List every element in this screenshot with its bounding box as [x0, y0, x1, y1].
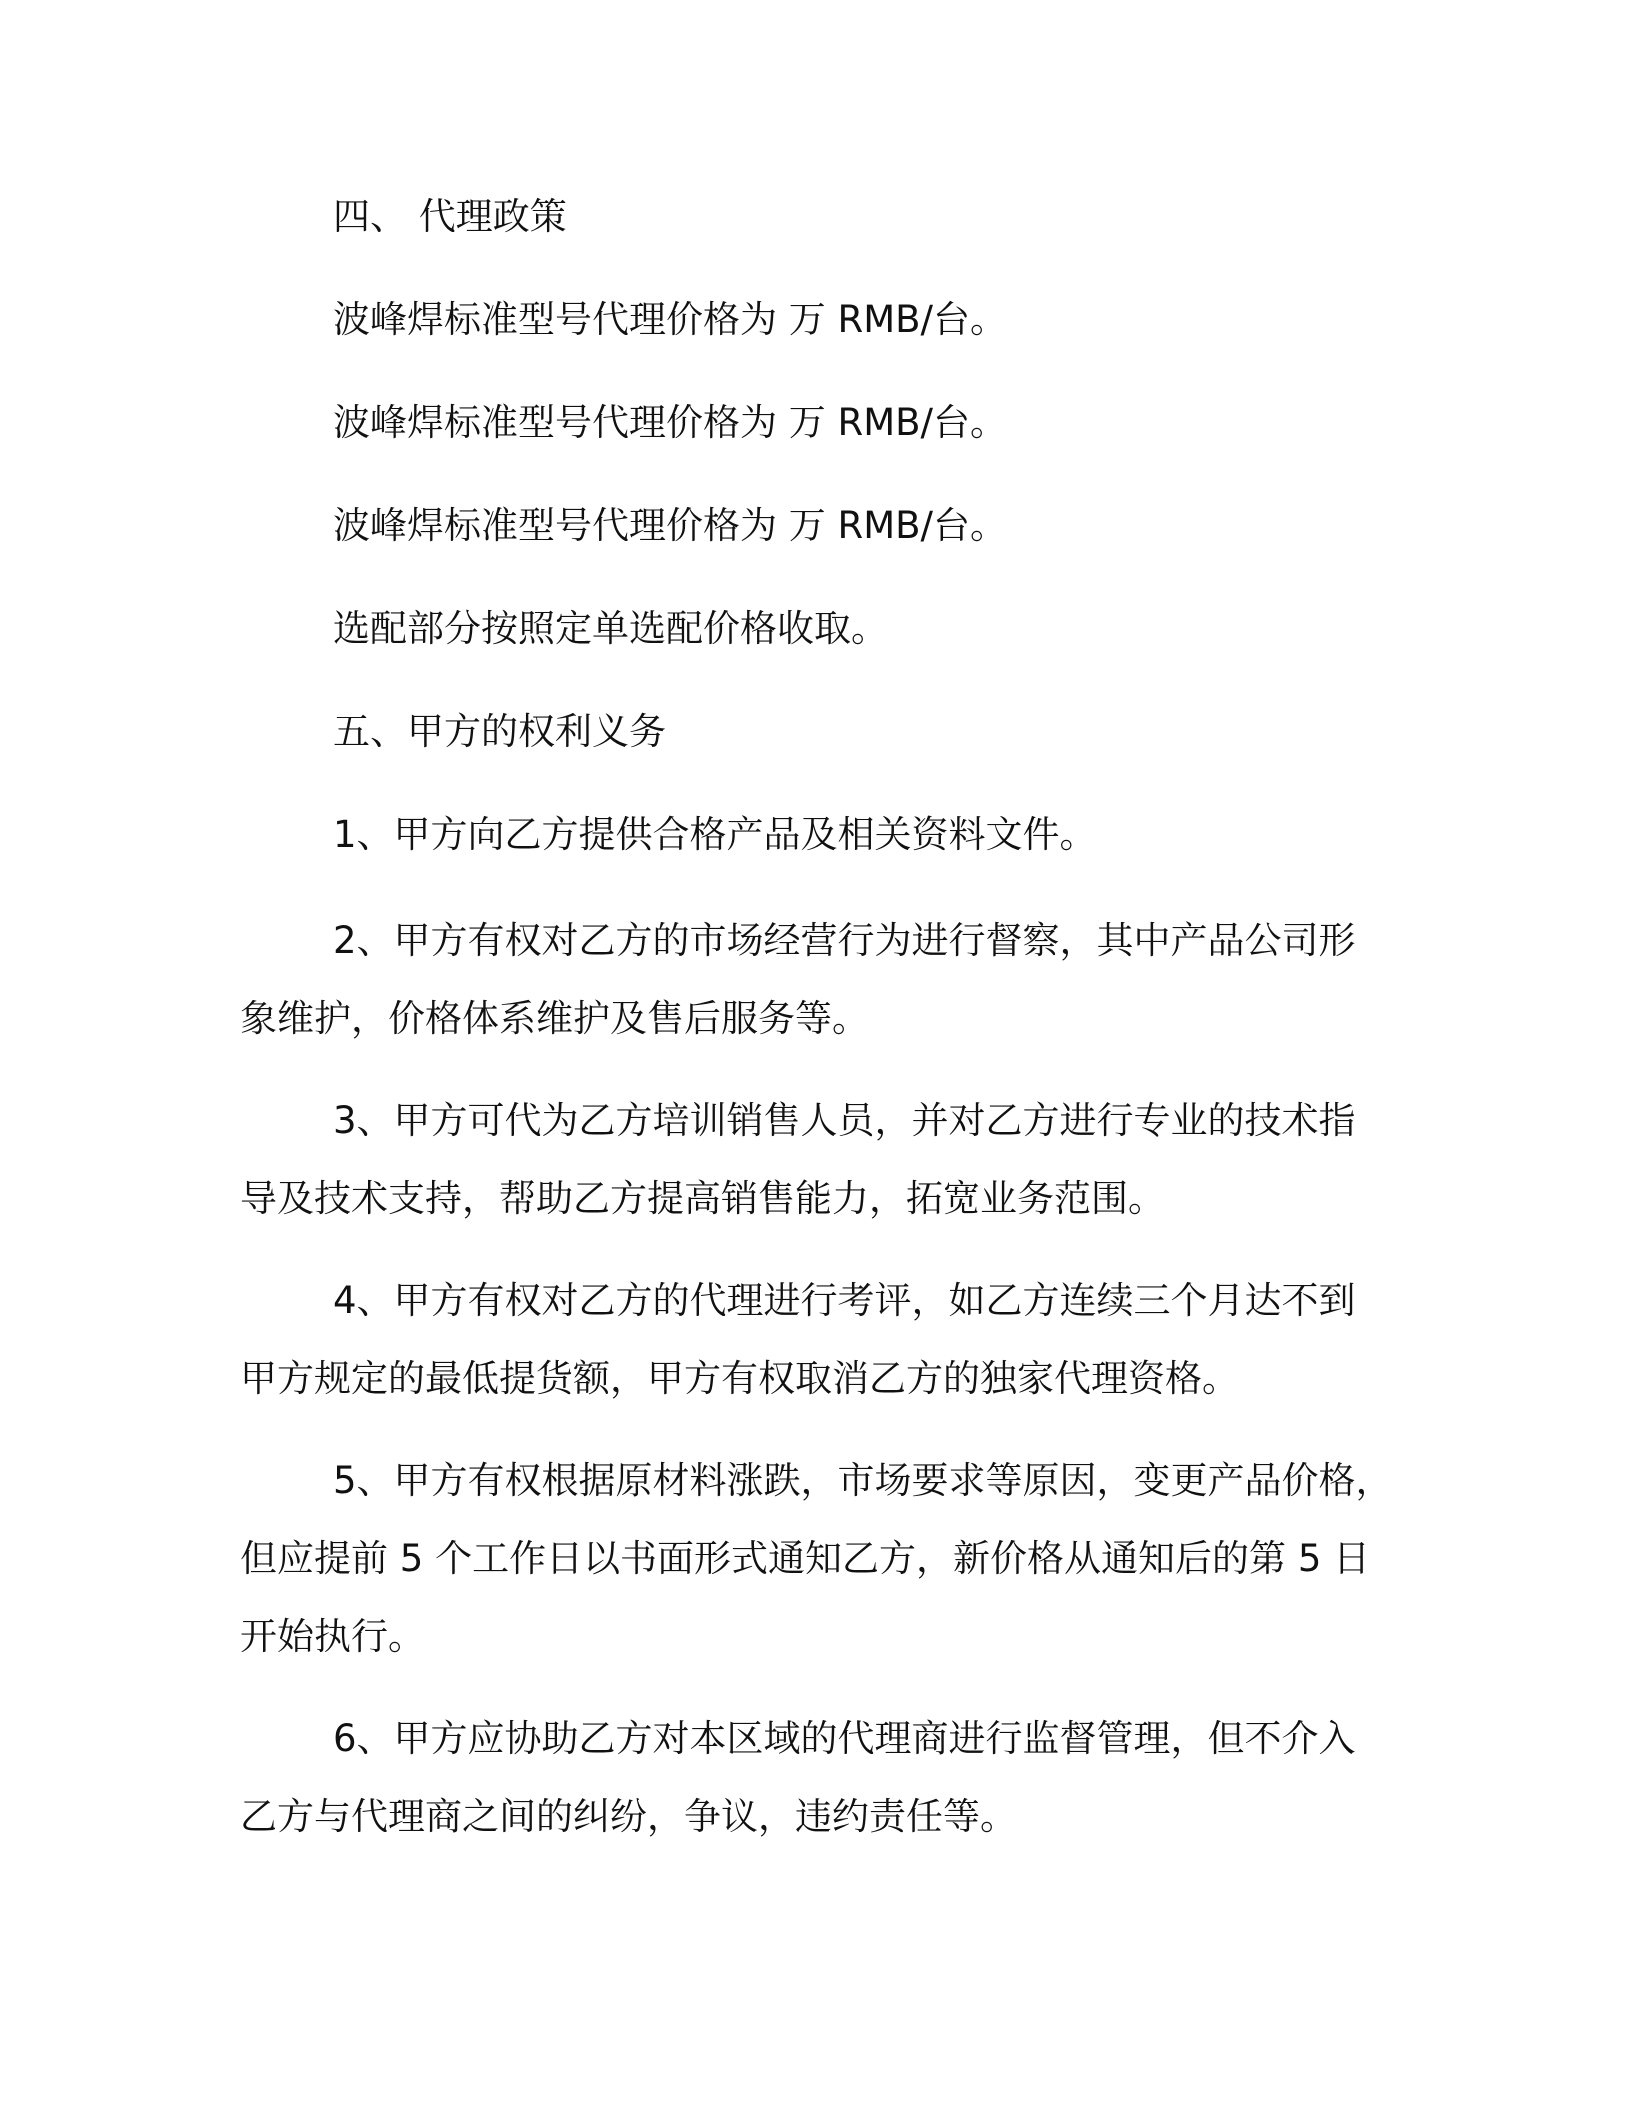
clause-2-line-1: 2、甲方有权对乙方的市场经营行为进行督察，其中产品公司形: [333, 919, 1356, 962]
clause-4-line-1: 4、甲方有权对乙方的代理进行考评，如乙方连续三个月达不到: [333, 1279, 1356, 1322]
section-4-heading: 四、 代理政策: [333, 195, 567, 238]
clause-6-line-2: 乙方与代理商之间的纠纷，争议，违约责任等。: [240, 1795, 1017, 1838]
price-line-3: 波峰焊标准型号代理价格为 万 RMB/台。: [333, 504, 1008, 547]
clause-5-line-3: 开始执行。: [240, 1615, 425, 1658]
clause-4-line-2: 甲方规定的最低提货额，甲方有权取消乙方的独家代理资格。: [240, 1357, 1239, 1400]
clause-5-line-1: 5、甲方有权根据原材料涨跌，市场要求等原因，变更产品价格，: [333, 1459, 1393, 1502]
clause-3-line-1: 3、甲方可代为乙方培训销售人员，并对乙方进行专业的技术指: [333, 1099, 1356, 1142]
clause-2-line-2: 象维护，价格体系维护及售后服务等。: [240, 997, 869, 1040]
optional-pricing-line: 选配部分按照定单选配价格收取。: [333, 607, 888, 650]
clause-1-line-1: 1、甲方向乙方提供合格产品及相关资料文件。: [333, 813, 1097, 856]
clause-6-line-1: 6、甲方应协助乙方对本区域的代理商进行监督管理，但不介入: [333, 1717, 1356, 1760]
clause-5-line-2: 但应提前 5 个工作日以书面形式通知乙方，新价格从通知后的第 5 日: [240, 1537, 1371, 1580]
clause-3-line-2: 导及技术支持，帮助乙方提高销售能力，拓宽业务范围。: [240, 1177, 1165, 1220]
section-5-heading: 五、甲方的权利义务: [333, 710, 666, 753]
price-line-1: 波峰焊标准型号代理价格为 万 RMB/台。: [333, 298, 1008, 341]
price-line-2: 波峰焊标准型号代理价格为 万 RMB/台。: [333, 401, 1008, 444]
